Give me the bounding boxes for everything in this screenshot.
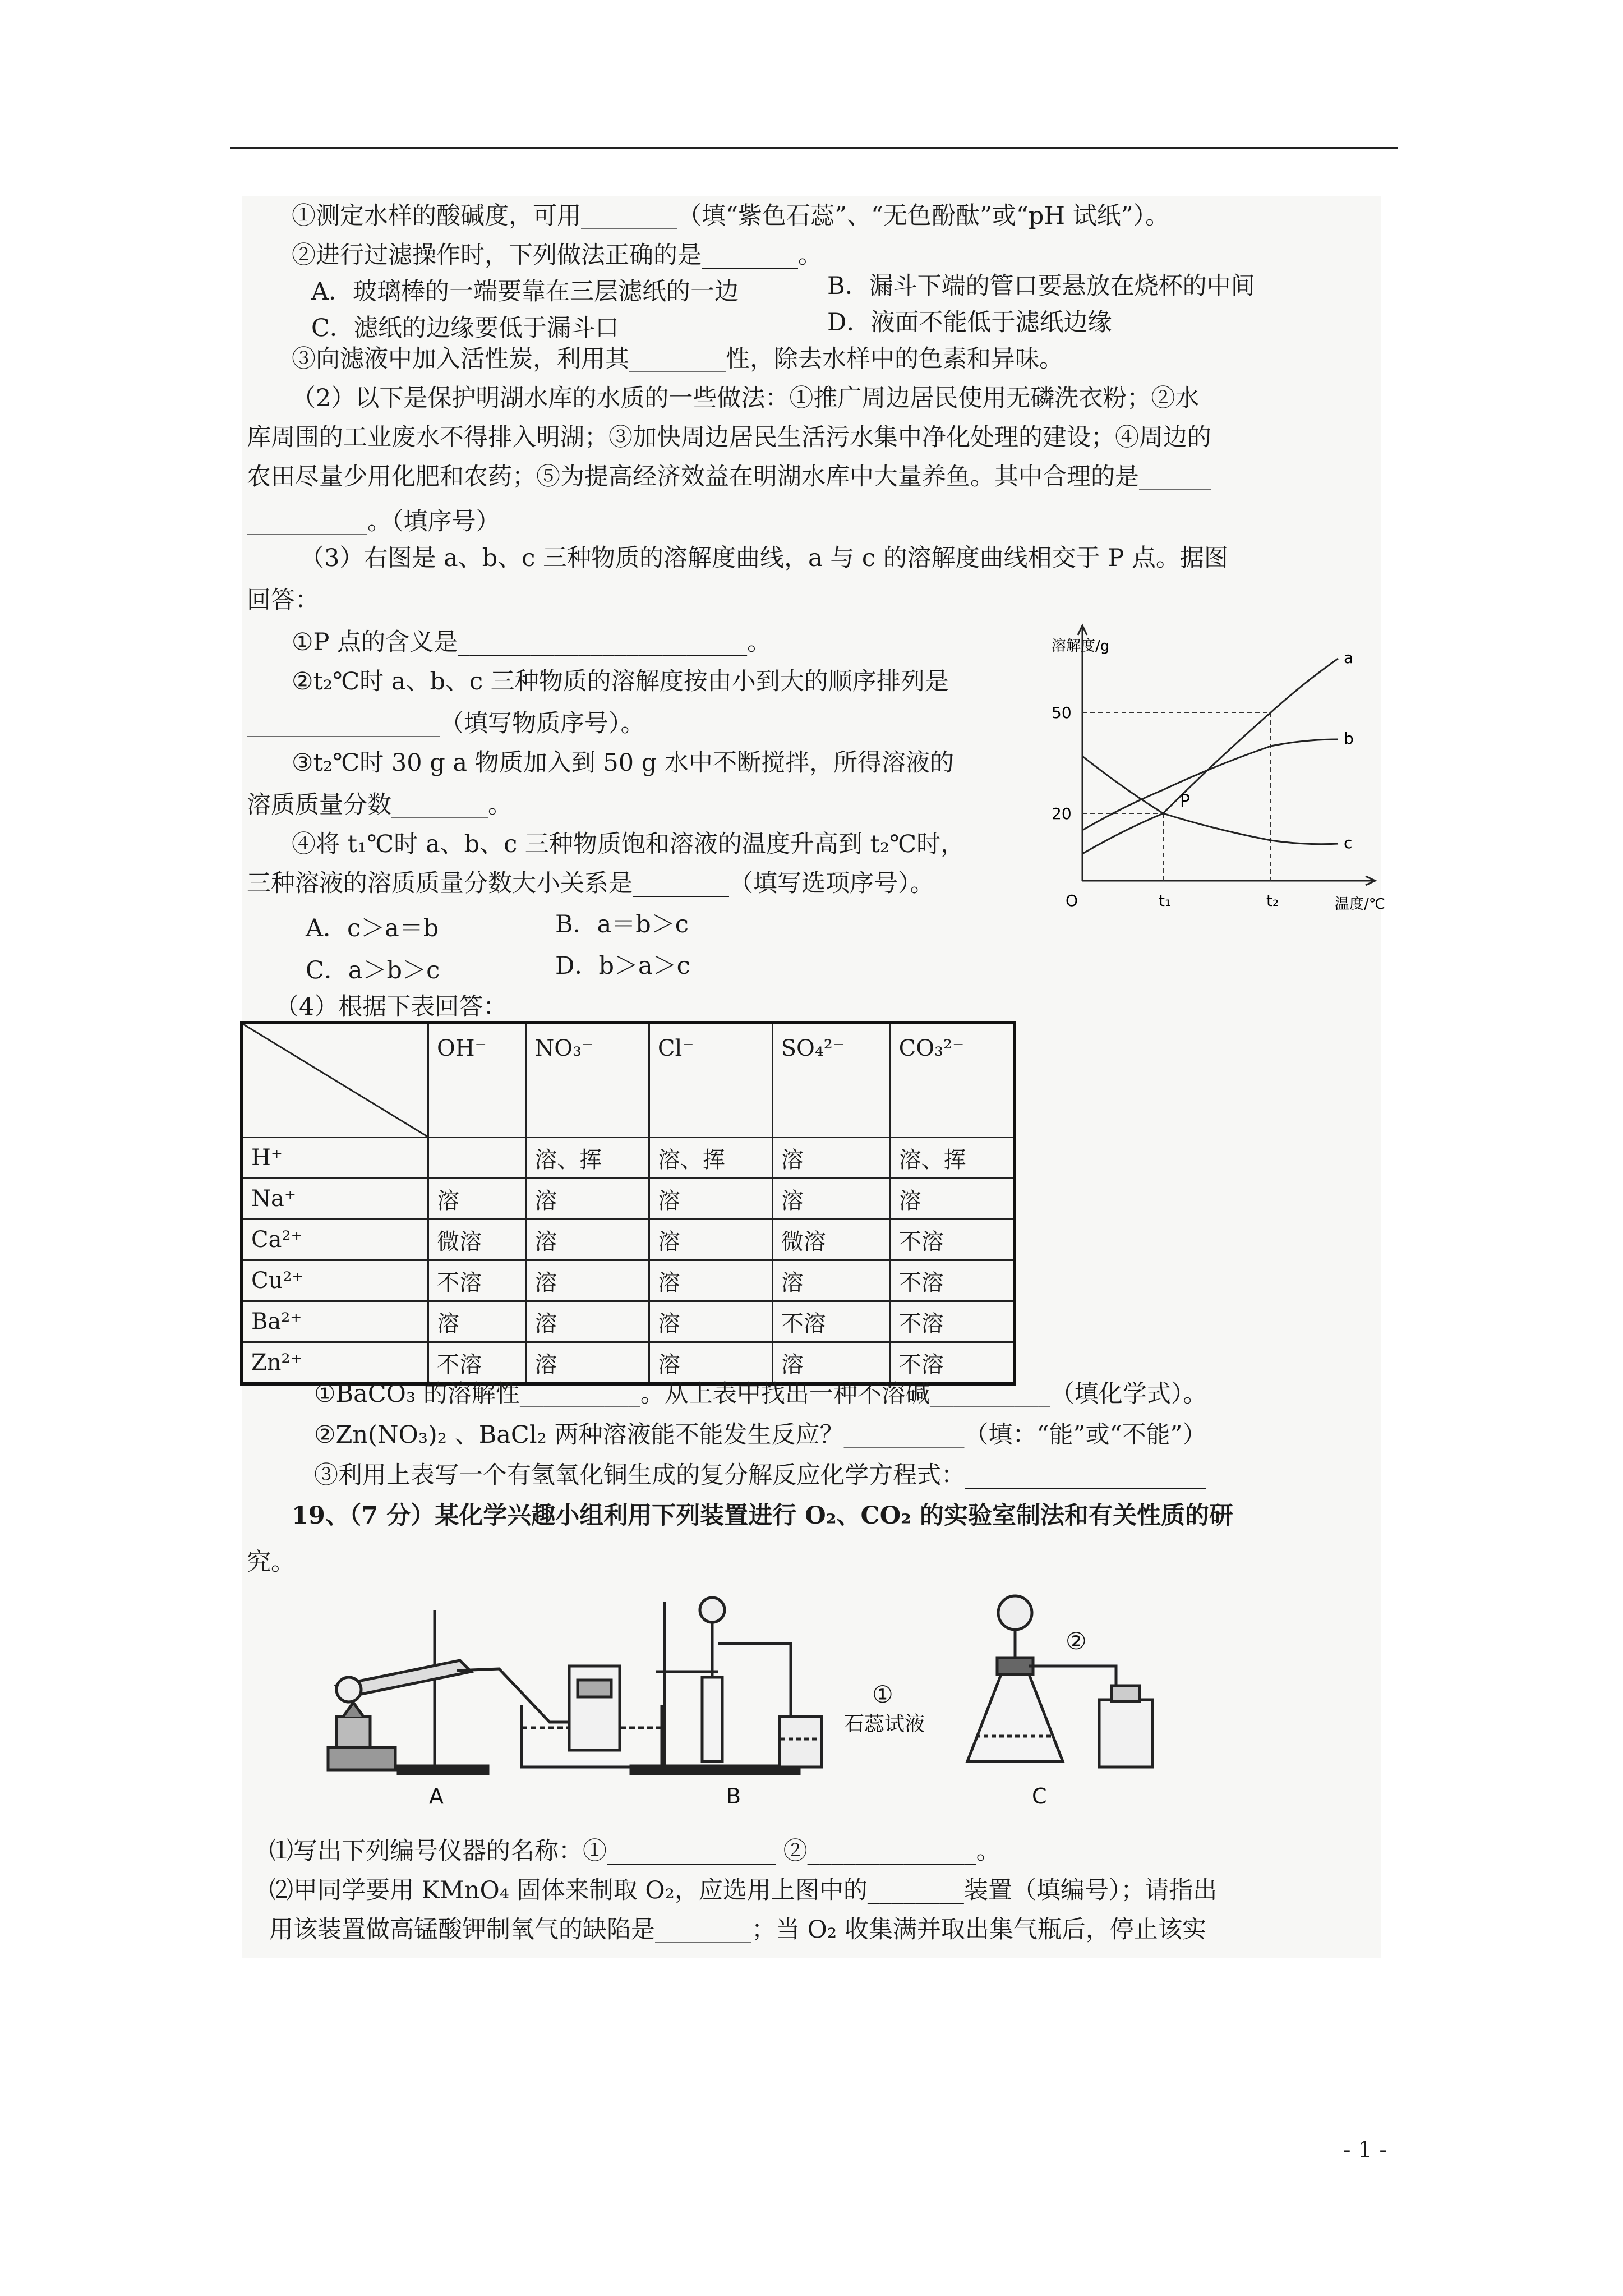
q-line-9: __________。（填序号） [247,508,500,536]
apparatus-mark-2: ② [1066,1627,1087,1655]
table-cell: 微溶 [772,1220,890,1260]
option-b: B．漏斗下端的管口要悬放在烧杯的中间 [827,272,1255,300]
series-line-a [1082,659,1338,854]
q-line-7: 库周围的工业废水不得排入明湖；③加快周边居民生活污水集中净化处理的建设；④周边的 [247,424,1211,452]
table-row [242,1260,1015,1301]
table-cell: 溶 [526,1179,649,1220]
table-cell: 溶 [428,1179,526,1220]
q-line-1: ①测定水样的酸碱度，可用________（填“紫色石蕊”、“无色酚酞”或“pH 试纸”）。 [292,202,1170,230]
solubility-chart [1038,617,1385,931]
row-header: Cu²⁺ [242,1260,428,1301]
col-header: NO₃⁻ [526,1023,649,1138]
apparatus-label-c: C [1032,1784,1047,1809]
row-header: H⁺ [242,1138,428,1179]
q-line-26: 究。 [247,1548,295,1576]
table-cell: 溶 [772,1179,890,1220]
table-cell: 溶 [649,1342,772,1384]
choice-b: B．a＝b＞c [555,910,689,938]
option-c: C．滤纸的边缘要低于漏斗口 [311,314,619,342]
y-axis-label: 溶解度/g [1052,638,1110,655]
table-corner [242,1023,428,1138]
table-cell: 不溶 [772,1301,890,1342]
page-number: - 1 - [1343,2137,1387,2163]
q-line-15: ③t₂℃时 30 g a 物质加入到 50 g 水中不断搅拌，所得溶液的 [292,749,954,777]
table-cell: 不溶 [428,1260,526,1301]
header-rule [230,147,1398,149]
q-line-10: （3）右图是 a、b、c 三种物质的溶解度曲线，a 与 c 的溶解度曲线相交于 P 点。据图 [300,544,1228,572]
series-label-a: a [1344,648,1354,667]
x-tick-label: t₂ [1266,891,1279,910]
table-cell: 溶、挥 [890,1138,1015,1179]
q-line-2: ②进行过滤操作时，下列做法正确的是________。 [292,241,822,269]
col-header: CO₃²⁻ [890,1023,1015,1138]
q-line-27: ⑴写出下列编号仪器的名称：①______________ ②______________。 [269,1837,1000,1865]
reagent-label: 石蕊试液 [844,1713,925,1736]
question-19-title: 19、（7 分）某化学兴趣小组利用下列装置进行 O₂、CO₂ 的实验室制法和有关性质的研 [292,1502,1233,1530]
q-line-16: 溶质质量分数________。 [247,791,512,819]
series-label-c: c [1344,834,1353,852]
q-line-29: 用该装置做高锰酸钾制氧气的缺陷是________；当 O₂ 收集满并取出集气瓶后，停止该实 [269,1916,1206,1944]
table-cell: 不溶 [890,1220,1015,1260]
table-cell: 不溶 [890,1260,1015,1301]
q-line-18: 三种溶液的溶质质量分数大小关系是________（填写选项序号）。 [247,869,934,898]
apparatus-mark-1: ① [872,1681,893,1708]
q-line-14: ________________（填写物质序号）。 [247,710,645,738]
table-cell: 不溶 [890,1342,1015,1384]
table-cell: 溶 [526,1301,649,1342]
q-line-28: ⑵甲同学要用 KMnO₄ 固体来制取 O₂，应选用上图中的________装置（填编号）；请指出 [269,1876,1218,1904]
series-label-b: b [1344,729,1354,748]
table-cell: 溶 [526,1342,649,1384]
table-cell [428,1138,526,1179]
table-row [242,1220,1015,1260]
y-tick-label: 20 [1052,804,1072,823]
q-line-6: （2）以下是保护明湖水库的水质的一些做法：①推广周边居民使用无磷洗衣粉；②水 [292,384,1200,412]
q-line-17: ④将 t₁℃时 a、b、c 三种物质饱和溶液的温度升高到 t₂℃时， [292,830,965,858]
q-line-13: ②t₂℃时 a、b、c 三种物质的溶解度按由小到大的顺序排列是 [292,668,949,696]
x-tick-label: t₁ [1159,891,1172,910]
table-cell: 溶 [526,1220,649,1260]
table-cell: 溶 [526,1260,649,1301]
table-cell: 溶 [428,1301,526,1342]
q-line-21: （4）根据下表回答： [275,993,508,1021]
row-header: Ba²⁺ [242,1301,428,1342]
intersection-label-p: P [1180,792,1191,811]
y-tick-label: 50 [1052,703,1072,722]
col-header: OH⁻ [428,1023,526,1138]
lab-apparatus-figure [314,1588,1391,1823]
q-line-5: ③向滤液中加入活性炭，利用其________性，除去水样中的色素和异味。 [292,345,1063,373]
table-cell: 溶 [890,1179,1015,1220]
table-cell: 溶 [649,1220,772,1260]
table-row [242,1179,1015,1220]
q-line-23: ②Zn(NO₃)₂ 、BaCl₂ 两种溶液能不能发生反应？__________（填：“能”或“不能”） [314,1421,1207,1449]
table-row [242,1301,1015,1342]
x-axis-label: 温度/℃ [1335,896,1385,913]
table-cell: 溶 [772,1342,890,1384]
q-line-22: ①BaCO₃ 的溶解性__________。从上表中找出一种不溶碱__________（填化学式）。 [314,1380,1207,1408]
q-line-12: ①P 点的含义是________________________。 [292,628,772,656]
q-line-8: 农田尽量少用化肥和农药；⑤为提高经济效益在明湖水库中大量养鱼。其中合理的是______ [247,463,1211,491]
table-cell: 溶、挥 [649,1138,772,1179]
table-cell: 不溶 [428,1342,526,1384]
table-row [242,1138,1015,1179]
table-cell: 微溶 [428,1220,526,1260]
choice-c: C．a＞b＞c [306,956,440,984]
table-cell: 溶 [649,1260,772,1301]
table-cell: 溶、挥 [526,1138,649,1179]
option-d: D．液面不能低于滤纸边缘 [827,309,1112,337]
choice-a: A．c＞a＝b [306,914,439,942]
choice-d: D．b＞a＞c [555,952,690,980]
solubility-table [240,1021,1016,1386]
table-cell: 溶 [649,1301,772,1342]
table-cell: 溶 [772,1260,890,1301]
row-header: Ca²⁺ [242,1220,428,1260]
table-cell: 不溶 [890,1301,1015,1342]
q-line-24: ③利用上表写一个有氢氧化铜生成的复分解反应化学方程式：____________________ [314,1461,1206,1489]
col-header: SO₄²⁻ [772,1023,890,1138]
apparatus-label-b: B [726,1784,741,1809]
row-header: Zn²⁺ [242,1342,428,1384]
col-header: Cl⁻ [649,1023,772,1138]
apparatus-label-a: A [429,1784,444,1809]
option-a: A．玻璃棒的一端要靠在三层滤纸的一边 [311,278,739,306]
origin-label: O [1066,891,1078,910]
table-cell: 溶 [649,1179,772,1220]
table-cell: 溶 [772,1138,890,1179]
q-line-11: 回答： [247,586,319,614]
row-header: Na⁺ [242,1179,428,1220]
